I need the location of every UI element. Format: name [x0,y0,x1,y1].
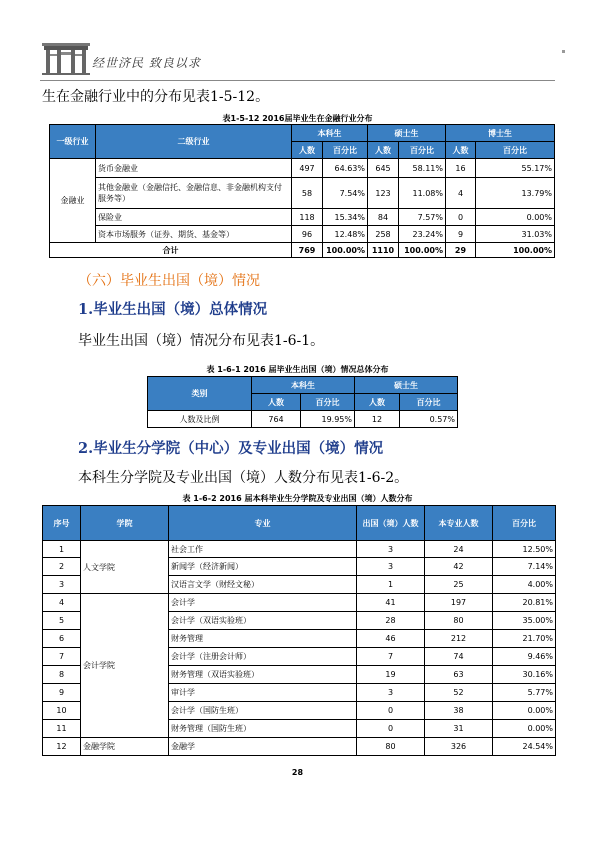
serial-number: 11 [43,720,81,738]
header-school: 学院 [81,506,169,541]
percent: 21.70% [493,630,556,648]
major-total: 31 [425,720,493,738]
header-count: 人数 [292,142,323,159]
serial-number: 4 [43,594,81,612]
intro-paragraph: 生在金融行业中的分布见表1-5-12。 [42,89,270,105]
percent: 5.77% [493,684,556,702]
row-label: 人数及比例 [148,411,252,428]
university-gate-logo [42,40,90,76]
master-percent: 0.57% [400,411,458,428]
subsection-paragraph: 毕业生出国（境）情况分布见表1-6-1。 [78,333,325,349]
header-level2-industry: 二级行业 [96,125,292,159]
master-count: 12 [355,411,400,428]
table2-caption: 表 1-6-1 2016 届毕业生出国（境）情况总体分布 [206,365,389,374]
master-count: 123 [368,178,399,209]
master-count: 1110 [368,243,399,258]
subsection-heading: 2.毕业生分学院（中心）及专业出国（境）情况 [78,440,384,457]
percent: 0.00% [493,702,556,720]
percent: 35.00% [493,612,556,630]
abroad-count: 41 [357,594,425,612]
table-row [43,541,556,558]
doctor-count: 4 [446,178,476,209]
major-name: 会计学（注册会计师） [169,648,357,666]
industry-group-label: 金融业 [50,159,96,243]
table3-caption: 表 1-6-2 2016 届本科毕业生分学院及专业出国（境）人数分布 [182,494,413,503]
table-row [50,226,555,243]
major-name: 新闻学（经济新闻） [169,558,357,576]
header-master: 硕士生 [355,377,458,394]
major-name: 会计学（双语实验班） [169,612,357,630]
major-total: 52 [425,684,493,702]
percent: 0.00% [493,720,556,738]
row-name: 货币金融业 [96,159,292,178]
master-percent: 11.08% [399,178,446,209]
row-name: 保险业 [96,209,292,226]
header-major-total: 本专业人数 [425,506,493,541]
abroad-count: 80 [357,738,425,756]
master-count: 645 [368,159,399,178]
abroad-count: 3 [357,541,425,558]
major-total: 24 [425,541,493,558]
serial-number: 6 [43,630,81,648]
header-doctor: 博士生 [446,125,555,142]
major-total: 38 [425,702,493,720]
major-total: 74 [425,648,493,666]
header-level1-industry: 一级行业 [50,125,96,159]
abroad-count: 0 [357,720,425,738]
header-count: 人数 [368,142,399,159]
major-name: 审计学 [169,684,357,702]
major-total: 42 [425,558,493,576]
doctor-percent: 55.17% [476,159,555,178]
serial-number: 8 [43,666,81,684]
abroad-count: 0 [357,702,425,720]
master-percent: 23.24% [399,226,446,243]
abroad-count: 7 [357,648,425,666]
header-percent: 百分比 [323,142,368,159]
major-total: 63 [425,666,493,684]
bachelor-count: 769 [292,243,323,258]
header-major: 专业 [169,506,357,541]
header-corner-mark [562,50,565,53]
doctor-percent: 31.03% [476,226,555,243]
total-label: 合计 [50,243,292,258]
percent: 20.81% [493,594,556,612]
master-percent: 7.57% [399,209,446,226]
bachelor-percent: 7.54% [323,178,368,209]
abroad-count: 3 [357,558,425,576]
table-row [50,159,555,178]
percent: 9.46% [493,648,556,666]
bachelor-count: 96 [292,226,323,243]
header-abroad-count: 出国（境）人数 [357,506,425,541]
percent: 4.00% [493,576,556,594]
master-percent: 58.11% [399,159,446,178]
header-divider [40,80,555,81]
total-row [50,243,555,258]
serial-number: 1 [43,541,81,558]
major-name: 财务管理（国防生班） [169,720,357,738]
table1-caption: 表1-5-12 2016届毕业生在金融行业分布 [222,114,373,123]
header-count: 人数 [446,142,476,159]
doctor-percent: 0.00% [476,209,555,226]
major-name: 社会工作 [169,541,357,558]
serial-number: 12 [43,738,81,756]
doctor-count: 16 [446,159,476,178]
abroad-by-major-table [42,505,556,756]
major-name: 财务管理（双语实验班） [169,666,357,684]
table-row [43,594,556,612]
header-master: 硕士生 [368,125,446,142]
header-bachelor: 本科生 [252,377,355,394]
table-row [50,209,555,226]
percent: 30.16% [493,666,556,684]
subsection-paragraph: 本科生分学院及专业出国（境）人数分布见表1-6-2。 [78,470,409,486]
doctor-count: 29 [446,243,476,258]
doctor-count: 0 [446,209,476,226]
percent: 12.50% [493,541,556,558]
section-heading: （六）毕业生出国（境）情况 [78,273,260,289]
school-name: 会计学院 [81,594,169,738]
header-percent: 百分比 [476,142,555,159]
bachelor-count: 497 [292,159,323,178]
table-row [148,411,458,428]
header-serial-number: 序号 [43,506,81,541]
serial-number: 3 [43,576,81,594]
doctor-count: 9 [446,226,476,243]
bachelor-percent: 19.95% [301,411,355,428]
table-row [43,738,556,756]
header-count: 人数 [252,394,301,411]
school-name: 金融学院 [81,738,169,756]
header-percent: 百分比 [493,506,556,541]
serial-number: 10 [43,702,81,720]
abroad-count: 28 [357,612,425,630]
percent: 24.54% [493,738,556,756]
bachelor-percent: 100.00% [323,243,368,258]
major-name: 汉语言文学（财经文秘） [169,576,357,594]
abroad-count: 3 [357,684,425,702]
bachelor-percent: 15.34% [323,209,368,226]
school-name: 人文学院 [81,541,169,594]
header-percent: 百分比 [301,394,355,411]
header-count: 人数 [355,394,400,411]
major-name: 财务管理 [169,630,357,648]
master-count: 258 [368,226,399,243]
page-number: 28 [291,768,304,777]
subsection-heading: 1.毕业生出国（境）总体情况 [78,301,268,318]
table-row [50,178,555,209]
abroad-count: 19 [357,666,425,684]
bachelor-percent: 12.48% [323,226,368,243]
serial-number: 7 [43,648,81,666]
header-percent: 百分比 [399,142,446,159]
bachelor-count: 118 [292,209,323,226]
master-count: 84 [368,209,399,226]
major-total: 25 [425,576,493,594]
row-name: 资本市场服务（证券、期货、基金等） [96,226,292,243]
bachelor-count: 764 [252,411,301,428]
doctor-percent: 13.79% [476,178,555,209]
major-name: 会计学（国防生班） [169,702,357,720]
abroad-overall-table [147,376,458,428]
header-category: 类别 [148,377,252,411]
row-name: 其他金融业（金融信托、金融信息、非金融机构支付服务等） [96,178,292,209]
serial-number: 5 [43,612,81,630]
calligraphy-motto: 经世济民 致良以求 [92,56,201,70]
header-bachelor: 本科生 [292,125,368,142]
major-total: 197 [425,594,493,612]
bachelor-count: 58 [292,178,323,209]
major-name: 金融学 [169,738,357,756]
header-percent: 百分比 [400,394,458,411]
major-name: 会计学 [169,594,357,612]
abroad-count: 46 [357,630,425,648]
serial-number: 2 [43,558,81,576]
abroad-count: 1 [357,576,425,594]
master-percent: 100.00% [399,243,446,258]
percent: 7.14% [493,558,556,576]
finance-industry-table [49,124,555,258]
major-total: 212 [425,630,493,648]
bachelor-percent: 64.63% [323,159,368,178]
serial-number: 9 [43,684,81,702]
major-total: 326 [425,738,493,756]
major-total: 80 [425,612,493,630]
doctor-percent: 100.00% [476,243,555,258]
